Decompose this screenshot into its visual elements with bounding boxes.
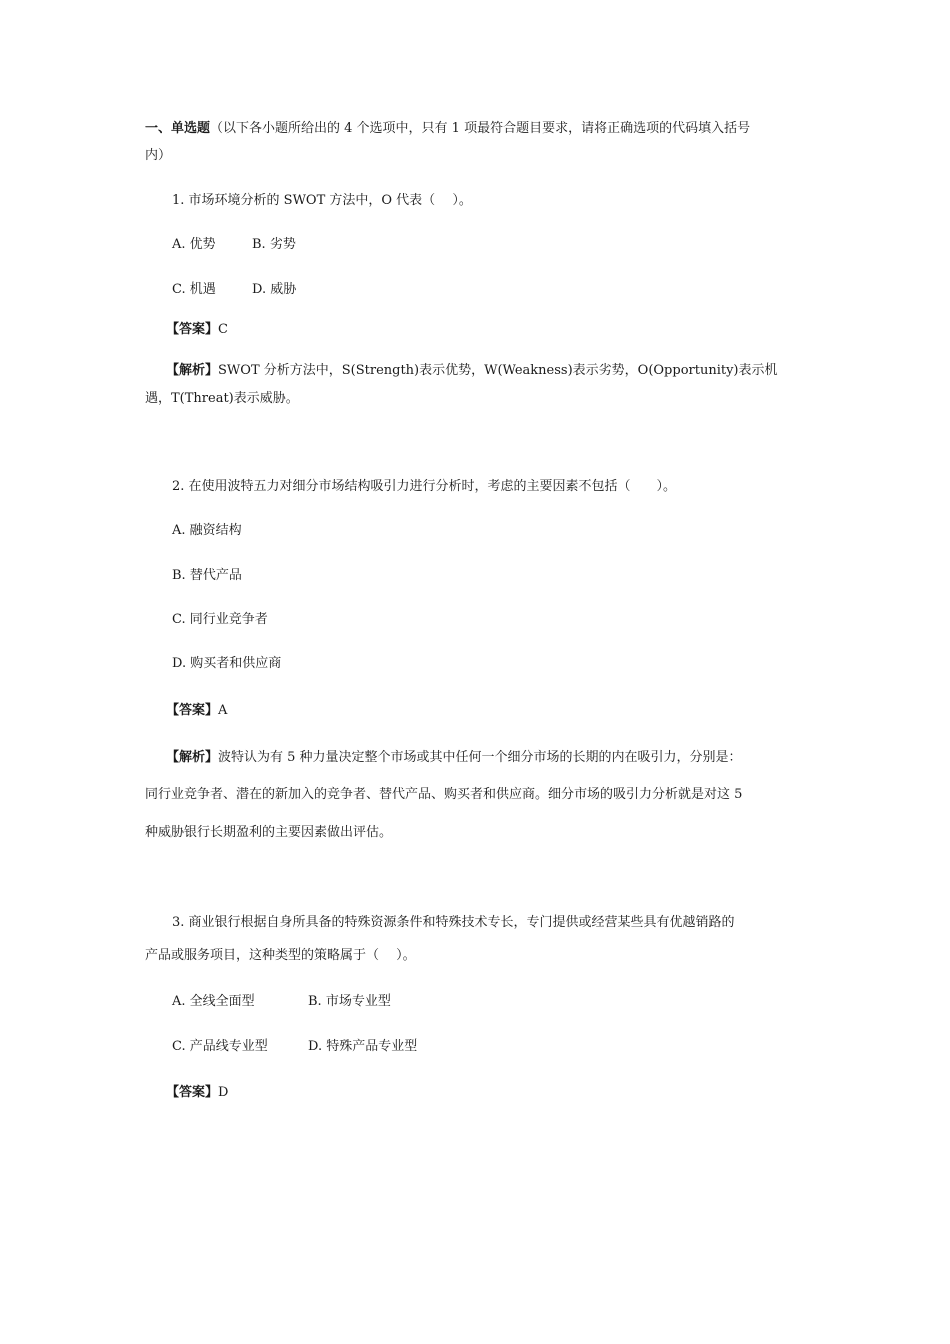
question-3-option-b: B. 市场专业型 [308, 994, 391, 1009]
analysis-label: 【解析】 [166, 363, 219, 378]
answer-label: 【答案】 [166, 703, 219, 718]
answer-label: 【答案】 [166, 1085, 219, 1100]
question-1-answer [166, 321, 228, 339]
question-1-analysis-cont: 遇，T(Threat)表示威胁。 [145, 391, 299, 406]
answer-value: C [218, 322, 228, 337]
question-1-option-b: B. 劣势 [252, 237, 296, 252]
answer-value: A [218, 703, 228, 718]
question-1-option-c: C. 机遇 [172, 282, 216, 297]
section-instruction: （以下各小题所给出的 4 个选项中，只有 1 项最符合题目要求，请将正确选项的代码填入括号 [210, 121, 751, 136]
question-1-stem: 1. 市场环境分析的 SWOT 方法中，O 代表（ ）。 [172, 193, 472, 208]
question-2-option-c: C. 同行业竞争者 [172, 612, 268, 627]
question-3-answer [166, 1084, 228, 1102]
question-1-analysis [166, 362, 778, 380]
section-instruction-cont: 内） [145, 148, 172, 163]
question-3-options-row1 [172, 993, 391, 1011]
question-3-stem-cont: 产品或服务项目，这种类型的策略属于（ ）。 [145, 948, 416, 963]
section-title: 一、单选题 [145, 121, 211, 136]
question-2-analysis-cont1: 同行业竞争者、潜在的新加入的竞争者、替代产品、购买者和供应商。细分市场的吸引力分析就是对这 5 [145, 787, 743, 802]
analysis-text: SWOT 分析方法中，S(Strength)表示优势，W(Weakness)表示劣势，O(Opportunity)表示机 [218, 363, 778, 378]
question-1-option-d: D. 威胁 [252, 282, 297, 297]
question-2-analysis-cont2: 种威胁银行长期盈利的主要因素做出评估。 [145, 825, 393, 840]
question-2-option-d: D. 购买者和供应商 [172, 656, 282, 671]
answer-value: D [218, 1085, 229, 1100]
question-3-option-c: C. 产品线专业型 [172, 1039, 268, 1054]
analysis-text: 波特认为有 5 种力量决定整个市场或其中任何一个细分市场的长期的内在吸引力，分别是： [218, 750, 742, 765]
question-3-option-a: A. 全线全面型 [172, 994, 255, 1009]
question-1-option-a: A. 优势 [172, 237, 216, 252]
question-1-options-row2 [172, 281, 296, 299]
answer-label: 【答案】 [166, 322, 219, 337]
analysis-label: 【解析】 [166, 750, 219, 765]
question-2-analysis [166, 749, 742, 767]
question-2-option-a: A. 融资结构 [172, 523, 242, 538]
question-3-options-row2 [172, 1038, 417, 1056]
question-2-stem: 2. 在使用波特五力对细分市场结构吸引力进行分析时，考虑的主要因素不包括（ ）。 [172, 479, 677, 494]
question-2-answer [166, 702, 227, 720]
question-1-options-row1 [172, 236, 296, 254]
section-heading [145, 120, 750, 138]
question-3-option-d: D. 特殊产品专业型 [308, 1039, 418, 1054]
question-3-stem: 3. 商业银行根据自身所具备的特殊资源条件和特殊技术专长，专门提供或经营某些具有优越销路的 [172, 915, 735, 930]
question-2-option-b: B. 替代产品 [172, 568, 242, 583]
